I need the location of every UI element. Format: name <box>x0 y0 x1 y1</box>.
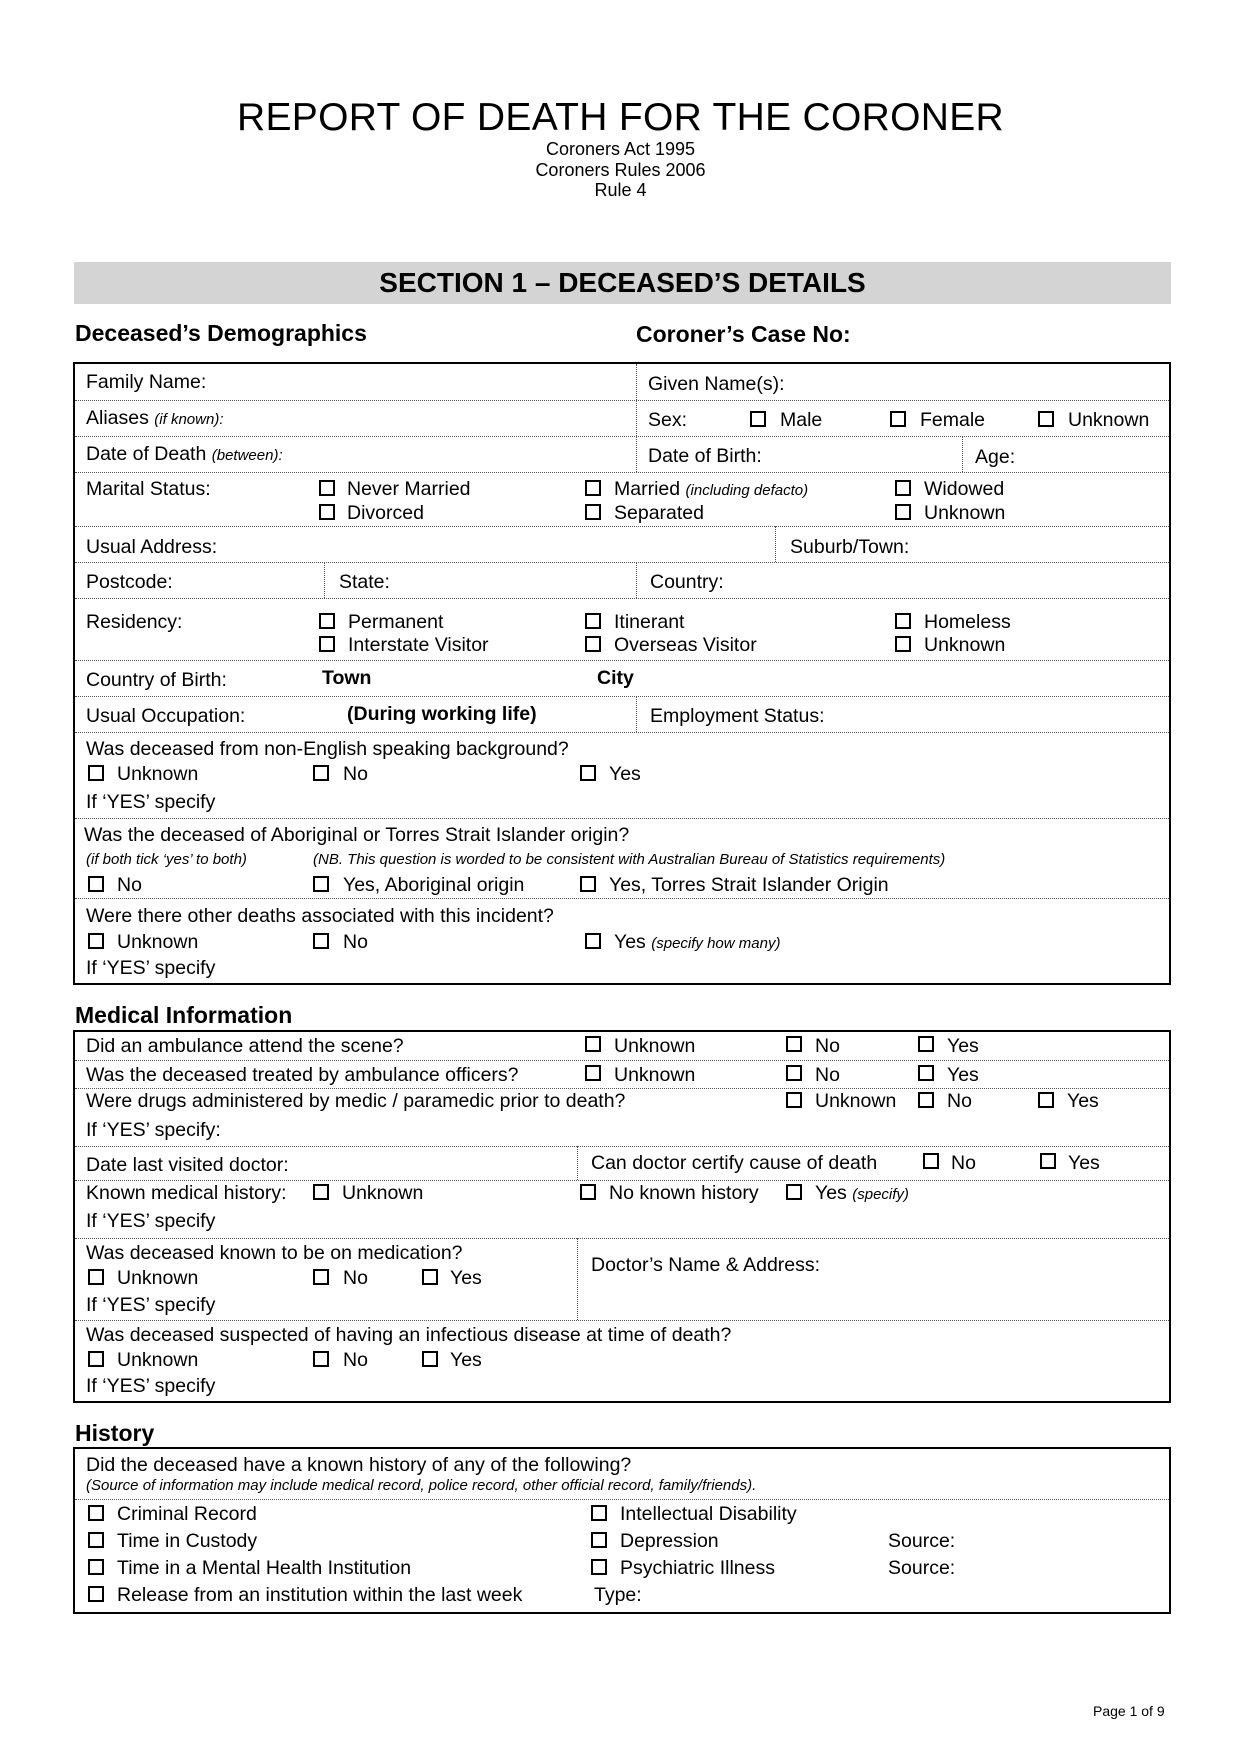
treated-unknown-label: Unknown <box>614 1064 696 1086</box>
postcode-label: Postcode: <box>86 571 173 593</box>
treated-yes-label: Yes <box>947 1064 979 1086</box>
criminal-record-checkbox[interactable] <box>88 1505 104 1521</box>
other-deaths-if-yes-label: If ‘YES’ specify <box>86 957 216 979</box>
history-yes-label: Yes (specify) <box>815 1182 909 1204</box>
divorced-checkbox[interactable] <box>319 504 335 520</box>
atsi-aboriginal-label: Yes, Aboriginal origin <box>343 874 525 896</box>
overseas-visitor-label: Overseas Visitor <box>614 634 757 656</box>
aliases-label: Aliases (if known): <box>86 407 224 429</box>
employment-status-label: Employment Status: <box>650 705 825 727</box>
other-deaths-yes-checkbox[interactable] <box>585 933 601 949</box>
intellectual-disability-checkbox[interactable] <box>591 1505 607 1521</box>
interstate-visitor-label: Interstate Visitor <box>348 634 489 656</box>
medication-unknown-label: Unknown <box>117 1267 199 1289</box>
page-number: Page 1 of 9 <box>1093 1703 1165 1719</box>
known-history-label: Known medical history: <box>86 1182 287 1204</box>
other-deaths-no-checkbox[interactable] <box>313 933 329 949</box>
release-institution-label: Release from an institution within the last week <box>117 1584 523 1606</box>
drugs-no-label: No <box>947 1090 972 1112</box>
town-label: Town <box>322 667 372 689</box>
ambulance-no-checkbox[interactable] <box>786 1036 802 1052</box>
drugs-if-yes-label: If ‘YES’ specify: <box>86 1119 221 1141</box>
drugs-unknown-label: Unknown <box>815 1090 897 1112</box>
depression-source-label: Source: <box>888 1530 956 1552</box>
interstate-visitor-checkbox[interactable] <box>319 636 335 652</box>
medication-no-label: No <box>343 1267 368 1289</box>
infectious-unknown-checkbox[interactable] <box>88 1351 104 1367</box>
time-in-custody-label: Time in Custody <box>117 1530 258 1552</box>
intellectual-disability-label: Intellectual Disability <box>620 1503 797 1525</box>
history-unknown-label: Unknown <box>342 1182 424 1204</box>
medication-no-checkbox[interactable] <box>313 1269 329 1285</box>
ambulance-unknown-label: Unknown <box>614 1035 696 1057</box>
history-note: (Source of information may include medical record, police record, other official record, family/friends). <box>86 1477 757 1494</box>
date-of-birth-label: Date of Birth: <box>648 445 762 467</box>
mental-health-institution-label: Time in a Mental Health Institution <box>117 1557 412 1579</box>
infectious-if-yes-label: If ‘YES’ specify <box>86 1375 216 1397</box>
ambulance-unknown-checkbox[interactable] <box>585 1036 601 1052</box>
psychiatric-illness-label: Psychiatric Illness <box>620 1557 775 1579</box>
country-of-birth-label: Country of Birth: <box>86 669 227 691</box>
marital-status-label: Marital Status: <box>86 478 211 500</box>
residency-label: Residency: <box>86 611 183 633</box>
atsi-note-both: (if both tick ‘yes’ to both) <box>86 851 247 868</box>
other-deaths-unknown-checkbox[interactable] <box>88 933 104 949</box>
history-unknown-checkbox[interactable] <box>313 1184 329 1200</box>
rule-line: Rule 4 <box>594 180 647 200</box>
nesb-question: Was deceased from non-English speaking background? <box>86 738 569 760</box>
treated-no-checkbox[interactable] <box>786 1065 802 1081</box>
psychiatric-illness-checkbox[interactable] <box>591 1559 607 1575</box>
history-yes-checkbox[interactable] <box>786 1184 802 1200</box>
release-institution-checkbox[interactable] <box>88 1586 104 1602</box>
treated-question: Was the deceased treated by ambulance officers? <box>86 1064 519 1086</box>
suburb-label: Suburb/Town: <box>790 536 910 558</box>
itinerant-checkbox[interactable] <box>585 613 601 629</box>
case-no-label: Coroner’s Case No: <box>636 321 851 347</box>
atsi-no-checkbox[interactable] <box>88 876 104 892</box>
infectious-yes-label: Yes <box>450 1349 482 1371</box>
nesb-no-checkbox[interactable] <box>313 765 329 781</box>
never-married-label: Never Married <box>347 478 471 500</box>
infectious-yes-checkbox[interactable] <box>422 1351 438 1367</box>
drugs-yes-label: Yes <box>1067 1090 1099 1112</box>
history-if-yes-label: If ‘YES’ specify <box>86 1210 216 1232</box>
infectious-no-label: No <box>343 1349 368 1371</box>
act-line: Coroners Act 1995 <box>545 139 696 159</box>
nesb-if-yes-label: If ‘YES’ specify <box>86 791 216 813</box>
no-known-history-label: No known history <box>609 1182 759 1204</box>
nesb-no-label: No <box>343 763 368 785</box>
nesb-yes-label: Yes <box>609 763 641 785</box>
homeless-checkbox[interactable] <box>895 613 911 629</box>
certify-yes-checkbox[interactable] <box>1040 1153 1056 1169</box>
marital-unknown-label: Unknown <box>924 502 1006 524</box>
country-label: Country: <box>650 571 724 593</box>
certify-no-label: No <box>951 1152 976 1174</box>
certify-no-checkbox[interactable] <box>923 1153 939 1169</box>
sex-male-label: Male <box>780 409 823 431</box>
widowed-label: Widowed <box>924 478 1005 500</box>
medical-box <box>73 1030 1171 1403</box>
nesb-unknown-checkbox[interactable] <box>88 765 104 781</box>
infectious-unknown-label: Unknown <box>117 1349 199 1371</box>
drugs-unknown-checkbox[interactable] <box>786 1092 802 1108</box>
type-label: Type: <box>594 1584 642 1606</box>
divorced-label: Divorced <box>347 502 424 524</box>
date-of-death-label: Date of Death (between): <box>86 443 283 465</box>
separated-label: Separated <box>614 502 704 524</box>
atsi-tsi-label: Yes, Torres Strait Islander Origin <box>609 874 889 896</box>
other-deaths-yes-label: Yes (specify how many) <box>614 931 781 953</box>
residency-unknown-label: Unknown <box>924 634 1006 656</box>
sex-unknown-label: Unknown <box>1068 409 1150 431</box>
separated-checkbox[interactable] <box>585 504 601 520</box>
family-name-label: Family Name: <box>86 371 207 393</box>
demographics-box <box>73 362 1171 985</box>
no-known-history-checkbox[interactable] <box>580 1184 596 1200</box>
state-label: State: <box>339 571 390 593</box>
ambulance-yes-label: Yes <box>947 1035 979 1057</box>
depression-label: Depression <box>620 1530 719 1552</box>
married-checkbox[interactable] <box>585 480 601 496</box>
doctor-name-label: Doctor’s Name & Address: <box>591 1254 821 1276</box>
nesb-yes-checkbox[interactable] <box>580 765 596 781</box>
usual-occupation-label: Usual Occupation: <box>86 705 246 727</box>
treated-no-label: No <box>815 1064 840 1086</box>
history-heading: History <box>75 1420 155 1446</box>
other-deaths-no-label: No <box>343 931 368 953</box>
ambulance-question: Did an ambulance attend the scene? <box>86 1035 404 1057</box>
medication-yes-label: Yes <box>450 1267 482 1289</box>
drugs-no-checkbox[interactable] <box>918 1092 934 1108</box>
age-label: Age: <box>975 446 1016 468</box>
infectious-no-checkbox[interactable] <box>313 1351 329 1367</box>
treated-unknown-checkbox[interactable] <box>585 1065 601 1081</box>
certify-question: Can doctor certify cause of death <box>591 1152 878 1174</box>
demographics-heading: Deceased’s Demographics <box>75 320 367 346</box>
given-names-label: Given Name(s): <box>648 373 785 395</box>
nesb-unknown-label: Unknown <box>117 763 199 785</box>
atsi-note-abs: (NB. This question is worded to be consistent with Australian Bureau of Statistics requirements) <box>313 851 946 868</box>
sex-unknown-checkbox[interactable] <box>1038 411 1054 427</box>
ambulance-no-label: No <box>815 1035 840 1057</box>
certify-yes-label: Yes <box>1068 1152 1100 1174</box>
mental-health-institution-checkbox[interactable] <box>88 1559 104 1575</box>
permanent-label: Permanent <box>348 611 444 633</box>
medical-heading: Medical Information <box>75 1002 293 1028</box>
criminal-record-label: Criminal Record <box>117 1503 257 1525</box>
other-deaths-question: Were there other deaths associated with this incident? <box>86 905 554 927</box>
medication-question: Was deceased known to be on medication? <box>86 1242 463 1264</box>
page-title: REPORT OF DEATH FOR THE CORONER <box>237 96 1004 139</box>
sex-male-checkbox[interactable] <box>750 411 766 427</box>
city-label: City <box>597 667 634 689</box>
infectious-question: Was deceased suspected of having an infectious disease at time of death? <box>86 1324 732 1346</box>
marital-unknown-checkbox[interactable] <box>895 504 911 520</box>
rules-line: Coroners Rules 2006 <box>535 160 706 180</box>
sex-female-label: Female <box>920 409 986 431</box>
psychiatric-source-label: Source: <box>888 1557 956 1579</box>
history-box <box>73 1447 1171 1614</box>
atsi-aboriginal-checkbox[interactable] <box>313 876 329 892</box>
atsi-no-label: No <box>117 874 142 896</box>
date-last-doctor-label: Date last visited doctor: <box>86 1154 289 1176</box>
during-working-life-label: (During working life) <box>347 703 537 725</box>
medication-yes-checkbox[interactable] <box>422 1269 438 1285</box>
drugs-yes-checkbox[interactable] <box>1038 1092 1054 1108</box>
sex-label: Sex: <box>648 409 688 431</box>
atsi-tsi-checkbox[interactable] <box>580 876 596 892</box>
widowed-checkbox[interactable] <box>895 480 911 496</box>
section-1-title: SECTION 1 – DECEASED’S DETAILS <box>74 262 1171 304</box>
treated-yes-checkbox[interactable] <box>918 1065 934 1081</box>
depression-checkbox[interactable] <box>591 1532 607 1548</box>
sex-female-checkbox[interactable] <box>890 411 906 427</box>
homeless-label: Homeless <box>924 611 1011 633</box>
married-label: Married (including defacto) <box>614 478 809 500</box>
permanent-checkbox[interactable] <box>319 613 335 629</box>
history-question: Did the deceased have a known history of any of the following? <box>86 1454 632 1476</box>
overseas-visitor-checkbox[interactable] <box>585 636 601 652</box>
drugs-question: Were drugs administered by medic / paramedic prior to death? <box>86 1090 626 1112</box>
itinerant-label: Itinerant <box>614 611 685 633</box>
atsi-question: Was the deceased of Aboriginal or Torres Strait Islander origin? <box>84 824 630 846</box>
other-deaths-unknown-label: Unknown <box>117 931 199 953</box>
never-married-checkbox[interactable] <box>319 480 335 496</box>
residency-unknown-checkbox[interactable] <box>895 636 911 652</box>
usual-address-label: Usual Address: <box>86 536 218 558</box>
medication-unknown-checkbox[interactable] <box>88 1269 104 1285</box>
time-in-custody-checkbox[interactable] <box>88 1532 104 1548</box>
medication-if-yes-label: If ‘YES’ specify <box>86 1294 216 1316</box>
ambulance-yes-checkbox[interactable] <box>918 1036 934 1052</box>
